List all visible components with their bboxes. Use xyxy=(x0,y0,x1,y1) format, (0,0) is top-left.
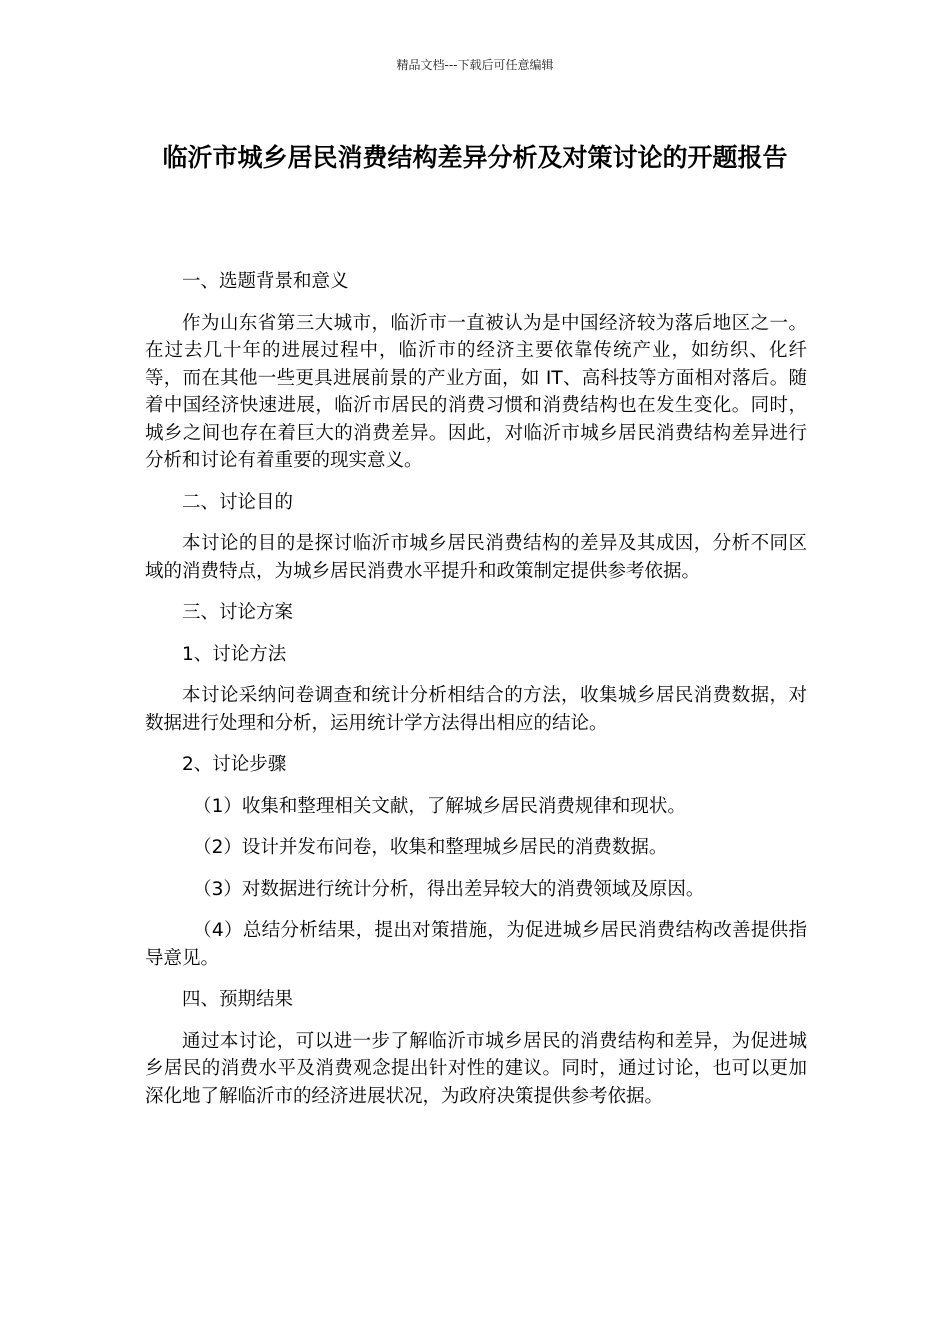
section-heading-expected-results: 四、预期结果 xyxy=(182,989,294,1010)
subsection-heading-method: 1、讨论方法 xyxy=(182,643,287,665)
step-item-2: （2）设计并发布问卷，收集和整理城乡居民的消费数据。 xyxy=(193,837,668,858)
paragraph-background: 作为山东省第三大城市，临沂市一直被认为是中国经济较为落后地区之一。在过去几十年的进展过程中，临沂市的经济主要依靠传统产业，如纺织、化纤等，而在其他一些更具进展前景的产业方面，如 IT、高科技等方面相对落后。随着中国经济快速进展，临沂市居民的消费习惯和消费结构也在发生变化。同时，城乡之间也存在着巨大的消费差异。因此，对临沂市城乡居民消费结构差异进行分析和讨论有着重要的现实意义。 xyxy=(145,312,807,471)
section-heading-purpose: 二、讨论目的 xyxy=(182,491,294,513)
paragraph-purpose: 本讨论的目的是探讨临沂市城乡居民消费结构的差异及其成因，分析不同区域的消费特点，为城乡居民消费水平提升和政策制定提供参考依据。 xyxy=(145,533,807,582)
paragraph-expected-results: 通过本讨论，可以进一步了解临沂市城乡居民的消费结构和差异，为促进城乡居民的消费水平及消费观念提出针对性的建议。同时，通过讨论，也可以更加深化地了解临沂市的经济进展状况，为政府决策提供参考依据。 xyxy=(145,1030,807,1107)
document-title: 临沂市城乡居民消费结构差异分析及对策讨论的开题报告 xyxy=(162,143,788,172)
section-heading-background: 一、选题背景和意义 xyxy=(182,271,349,292)
step-item-1: （1）收集和整理相关文献，了解城乡居民消费规律和现状。 xyxy=(193,795,686,817)
section-heading-plan: 三、讨论方案 xyxy=(182,602,294,623)
paragraph-method: 本讨论采纳问卷调查和统计分析相结合的方法，收集城乡居民消费数据，对数据进行处理和分析，运用统计学方法得出相应的结论。 xyxy=(145,685,807,734)
step-item-4: （4）总结分析结果，提出对策措施，为促进城乡居民消费结构改善提供指导意见。 xyxy=(145,920,807,969)
page-header-note: 精品文档---下载后可任意编辑 xyxy=(396,58,554,72)
document-body xyxy=(145,268,807,1110)
step-item-3: （3）对数据进行统计分析，得出差异较大的消费领域及原因。 xyxy=(193,878,705,900)
subsection-heading-steps: 2、讨论步骤 xyxy=(182,754,287,775)
